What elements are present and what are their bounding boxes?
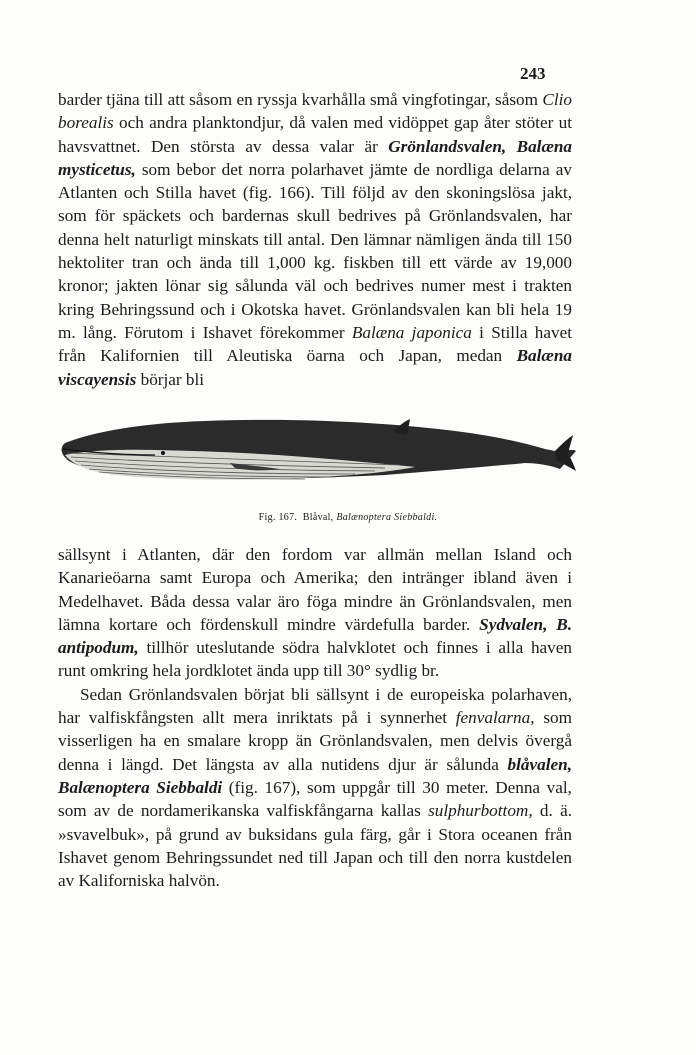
paragraph-top [58, 88, 572, 391]
paragraphs.1-run-2: som visserligen ha en smalare kropp än Grönlandsvalen, men delvis övergå denna i längd. Det längsta av alla nutidens djur är sålunda [58, 708, 572, 774]
bottom-text-block [58, 543, 572, 892]
caption-species: Balænoptera Siebbaldi. [336, 512, 438, 523]
paragraphs.1-run-0: Sedan Grönlandsvalen börjat bli sällsynt i de europeiska polarhaven, har valfiskfångsten allt mera inriktats på i synnerhet [58, 684, 572, 728]
top_paragraph-run-3: Grönlandsvalen, Balæna mysticetus, [58, 136, 573, 179]
whale-illustration [55, 405, 577, 505]
paragraphs.1-run-4: (fig. 167), som uppgår till 30 meter. Denna val, som av de nordamerikanska valfiskfångarna kallas [58, 777, 572, 821]
paragraphs.0-run-2: tillhör uteslutande södra halvklotet och finnes i alla haven runt omkring hela jordklotet ända upp till 30° sydlig br. [58, 638, 572, 681]
top_paragraph-run-0: barder tjäna till att såsom en ryssja kvarhålla små vingfotingar, såsom [58, 90, 543, 109]
blue-whale-drawing [55, 405, 577, 505]
caption-label: Fig. 167. [258, 512, 298, 523]
paragraph-1 [58, 543, 572, 683]
top-paragraph-block [58, 88, 572, 391]
paragraphs.0-run-0: sällsynt i Atlanten, där den fordom var allmän mellan Island och Kanarieöarna samt Europa och Amerika; den intränger ibland även i Medelhavet. Båda dessa valar äro föga mindre än Grönlandsvalen, men lämna kortare och fördenskull mindre värdefulla barder. [58, 545, 572, 634]
page-number: 243 [520, 64, 546, 83]
top_paragraph-run-8: börjar bli [136, 369, 205, 389]
top_paragraph-run-1: Clio borealis [58, 90, 572, 133]
paragraphs.1-run-6: d. ä. »svavelbuk», på grund av buksidans gula färg, går i Stora oceanen från Ishavet genom Behringssundet ned till Japan och till den norra kustdelen av Kaliforniska halvön. [58, 801, 572, 891]
top_paragraph-run-4: som bebor det norra polarhavet jämte de nordliga delarna av Atlanten och Stilla havet (fig. 166). Till följd av den skoningslösa jakt, som för späckets och bardernas skull bedrives på Grönlandsvalen, har denna helt naturligt minskats till antal. Den lämnar nämligen ända till 150 hektoliter tran och ända till 1,000 kg. fiskben till ett värde av 19,000 kronor; jakten lönar sig sålunda väl och bedrives numer mest i trakten kring Behringssund och i Okotska havet. Grönlandsvalen kan bli hela 19 m. lång. Förutom i Ishavet förekommer [58, 159, 572, 342]
whale-eye [161, 451, 165, 455]
top_paragraph-run-2: och andra planktondjur, då valen med vidöppet gap åter stöter ut havsvattnet. Den största av dessa valar är [58, 113, 572, 156]
top_paragraph-run-5: Balæna japonica [351, 322, 472, 342]
paragraph-2 [58, 683, 572, 893]
figure-caption [0, 512, 696, 523]
top_paragraph-run-6: i Stilla havet från Kalifornien till Aleutiska öarna och Japan, medan [58, 322, 572, 366]
paragraphs.1-run-1: fenvalarna, [455, 708, 535, 728]
paragraphs.1-run-3: blåvalen, Balænoptera Siebbaldi [58, 754, 572, 797]
caption-name: Blåval, [302, 512, 334, 523]
top_paragraph-run-7: Balæna viscayensis [58, 346, 572, 389]
paragraphs.1-run-5: sulphurbottom, [428, 801, 533, 821]
paragraphs.0-run-1: Sydvalen, B. antipodum, [58, 614, 572, 658]
